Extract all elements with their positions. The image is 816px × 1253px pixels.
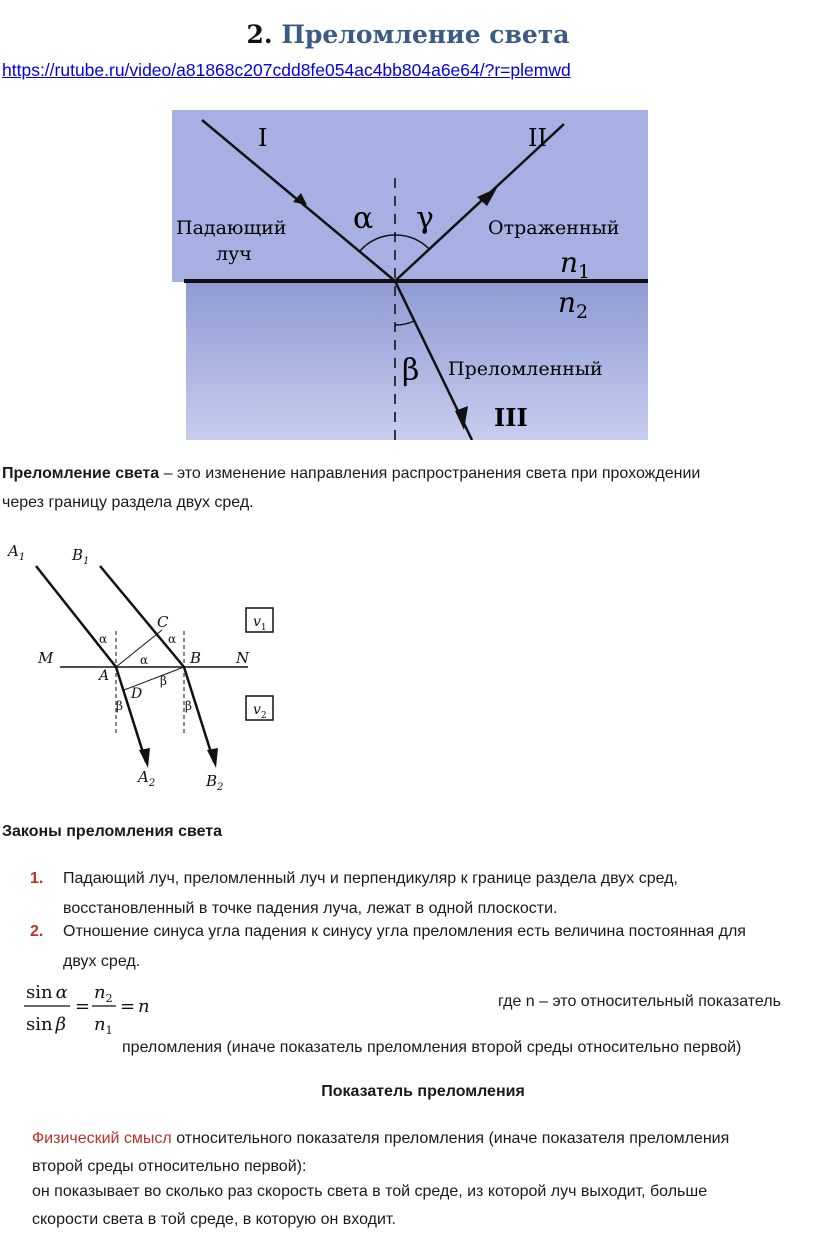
- law-2-line-2: двух сред.: [63, 953, 141, 970]
- alpha-a: α: [99, 632, 108, 646]
- definition-line-2: через границу раздела двух сред.: [2, 494, 254, 511]
- arrow-a2: [139, 748, 150, 768]
- ray-label-ii: II: [528, 124, 547, 152]
- incident-label-2: луч: [216, 243, 252, 265]
- law-2-line-1: Отношение синуса угла падения к синусу угла преломления есть величина постоянная для: [63, 923, 746, 940]
- law-item-2: [30, 917, 816, 977]
- label-n: N: [236, 649, 250, 667]
- ray-b1: [100, 566, 184, 667]
- label-d: D: [131, 686, 143, 702]
- index-line-1: Физический смысл относительного показателя преломления (иначе показателя преломления: [32, 1130, 730, 1147]
- definition-line-1: Преломление света – это изменение направления распространения света при прохождении: [2, 465, 701, 482]
- wavefront-bd: [124, 667, 184, 690]
- reflected-label: Отраженный: [488, 217, 620, 239]
- beta-label: β: [402, 353, 420, 388]
- wavefront-ac: [116, 630, 162, 667]
- law-number-2: 2.: [30, 923, 44, 940]
- beta-b: β: [160, 674, 167, 688]
- index-line-3: он показывает во сколько раз скорость света в той среде, из которой луч выходит, больше: [32, 1183, 708, 1200]
- law-number-1: 1.: [30, 870, 44, 887]
- label-a: A: [99, 668, 110, 684]
- section-number: 2.: [246, 20, 273, 49]
- law-1-line-2: восстановленный в точке падения луча, лежат в одной плоскости.: [63, 900, 558, 917]
- laws-heading: Законы преломления света: [2, 823, 223, 840]
- svg-text:n2: $n_2$: [94, 982, 113, 1005]
- label-b1: $B_1$: [72, 546, 90, 567]
- label-a2: $A_2$: [138, 768, 156, 789]
- svg-text:n: n: [138, 996, 150, 1017]
- beta-a: β: [116, 699, 123, 713]
- label-b: B: [190, 649, 202, 667]
- v2-label: $v_2$: [253, 702, 267, 721]
- snell-formula: [22, 976, 162, 1038]
- law-1-line-1: Падающий луч, преломленный луч и перпендикуляр к границе раздела двух сред,: [63, 870, 678, 887]
- label-m: M: [38, 649, 54, 667]
- n2-label: $n_2$: [558, 286, 589, 323]
- ray-label-i: I: [258, 124, 268, 152]
- ray-a2: [116, 667, 146, 762]
- svg-text:n1: $n_1$: [94, 1014, 113, 1037]
- index-line-2: второй среды относительно первой):: [32, 1158, 307, 1175]
- label-a1: $A_1$: [8, 542, 26, 563]
- svg-text:=: =: [120, 996, 136, 1017]
- physical-meaning: Физический смысл: [32, 1130, 172, 1147]
- svg-text:=: =: [75, 996, 91, 1017]
- svg-text:sinα: sin α: [26, 982, 68, 1003]
- formula-desc-1: где n – это относительный показатель: [498, 993, 781, 1010]
- page-title: [0, 20, 816, 49]
- refraction-diagram: [172, 110, 648, 440]
- label-c: C: [157, 613, 169, 631]
- gamma-label: γ: [416, 201, 434, 236]
- label-b2: $B_2$: [206, 772, 224, 793]
- incident-label-1: Падающий: [176, 217, 287, 239]
- ray-b2: [184, 667, 214, 762]
- alpha-label: α: [353, 201, 374, 236]
- index-heading: Показатель преломления: [321, 1083, 525, 1100]
- alpha-b: α: [168, 632, 177, 646]
- law-item-1: [30, 864, 810, 924]
- video-link[interactable]: https://rutube.ru/video/a81868c207cdd8fe054ac4bb804a6e64/?r=plemwd: [2, 60, 571, 80]
- refracted-label: Преломленный: [448, 358, 603, 380]
- svg-text:sinβ: sin β: [26, 1014, 66, 1035]
- formula-desc-2: преломления (иначе показатель преломления второй среды относительно первой): [122, 1039, 742, 1056]
- alpha-mid: α: [140, 653, 149, 667]
- index-line-4: скорости света в той среде, в которую он входит.: [32, 1211, 396, 1228]
- arrow-b2: [207, 748, 218, 768]
- v1-label: $v_1$: [253, 614, 267, 633]
- beta-b2: β: [185, 699, 192, 713]
- n1-label: $n_1$: [560, 246, 591, 283]
- wavefront-diagram: [0, 536, 300, 798]
- ray-label-iii: III: [494, 403, 528, 432]
- definition-term: Преломление света: [2, 465, 160, 482]
- section-title: Преломление света: [281, 20, 570, 49]
